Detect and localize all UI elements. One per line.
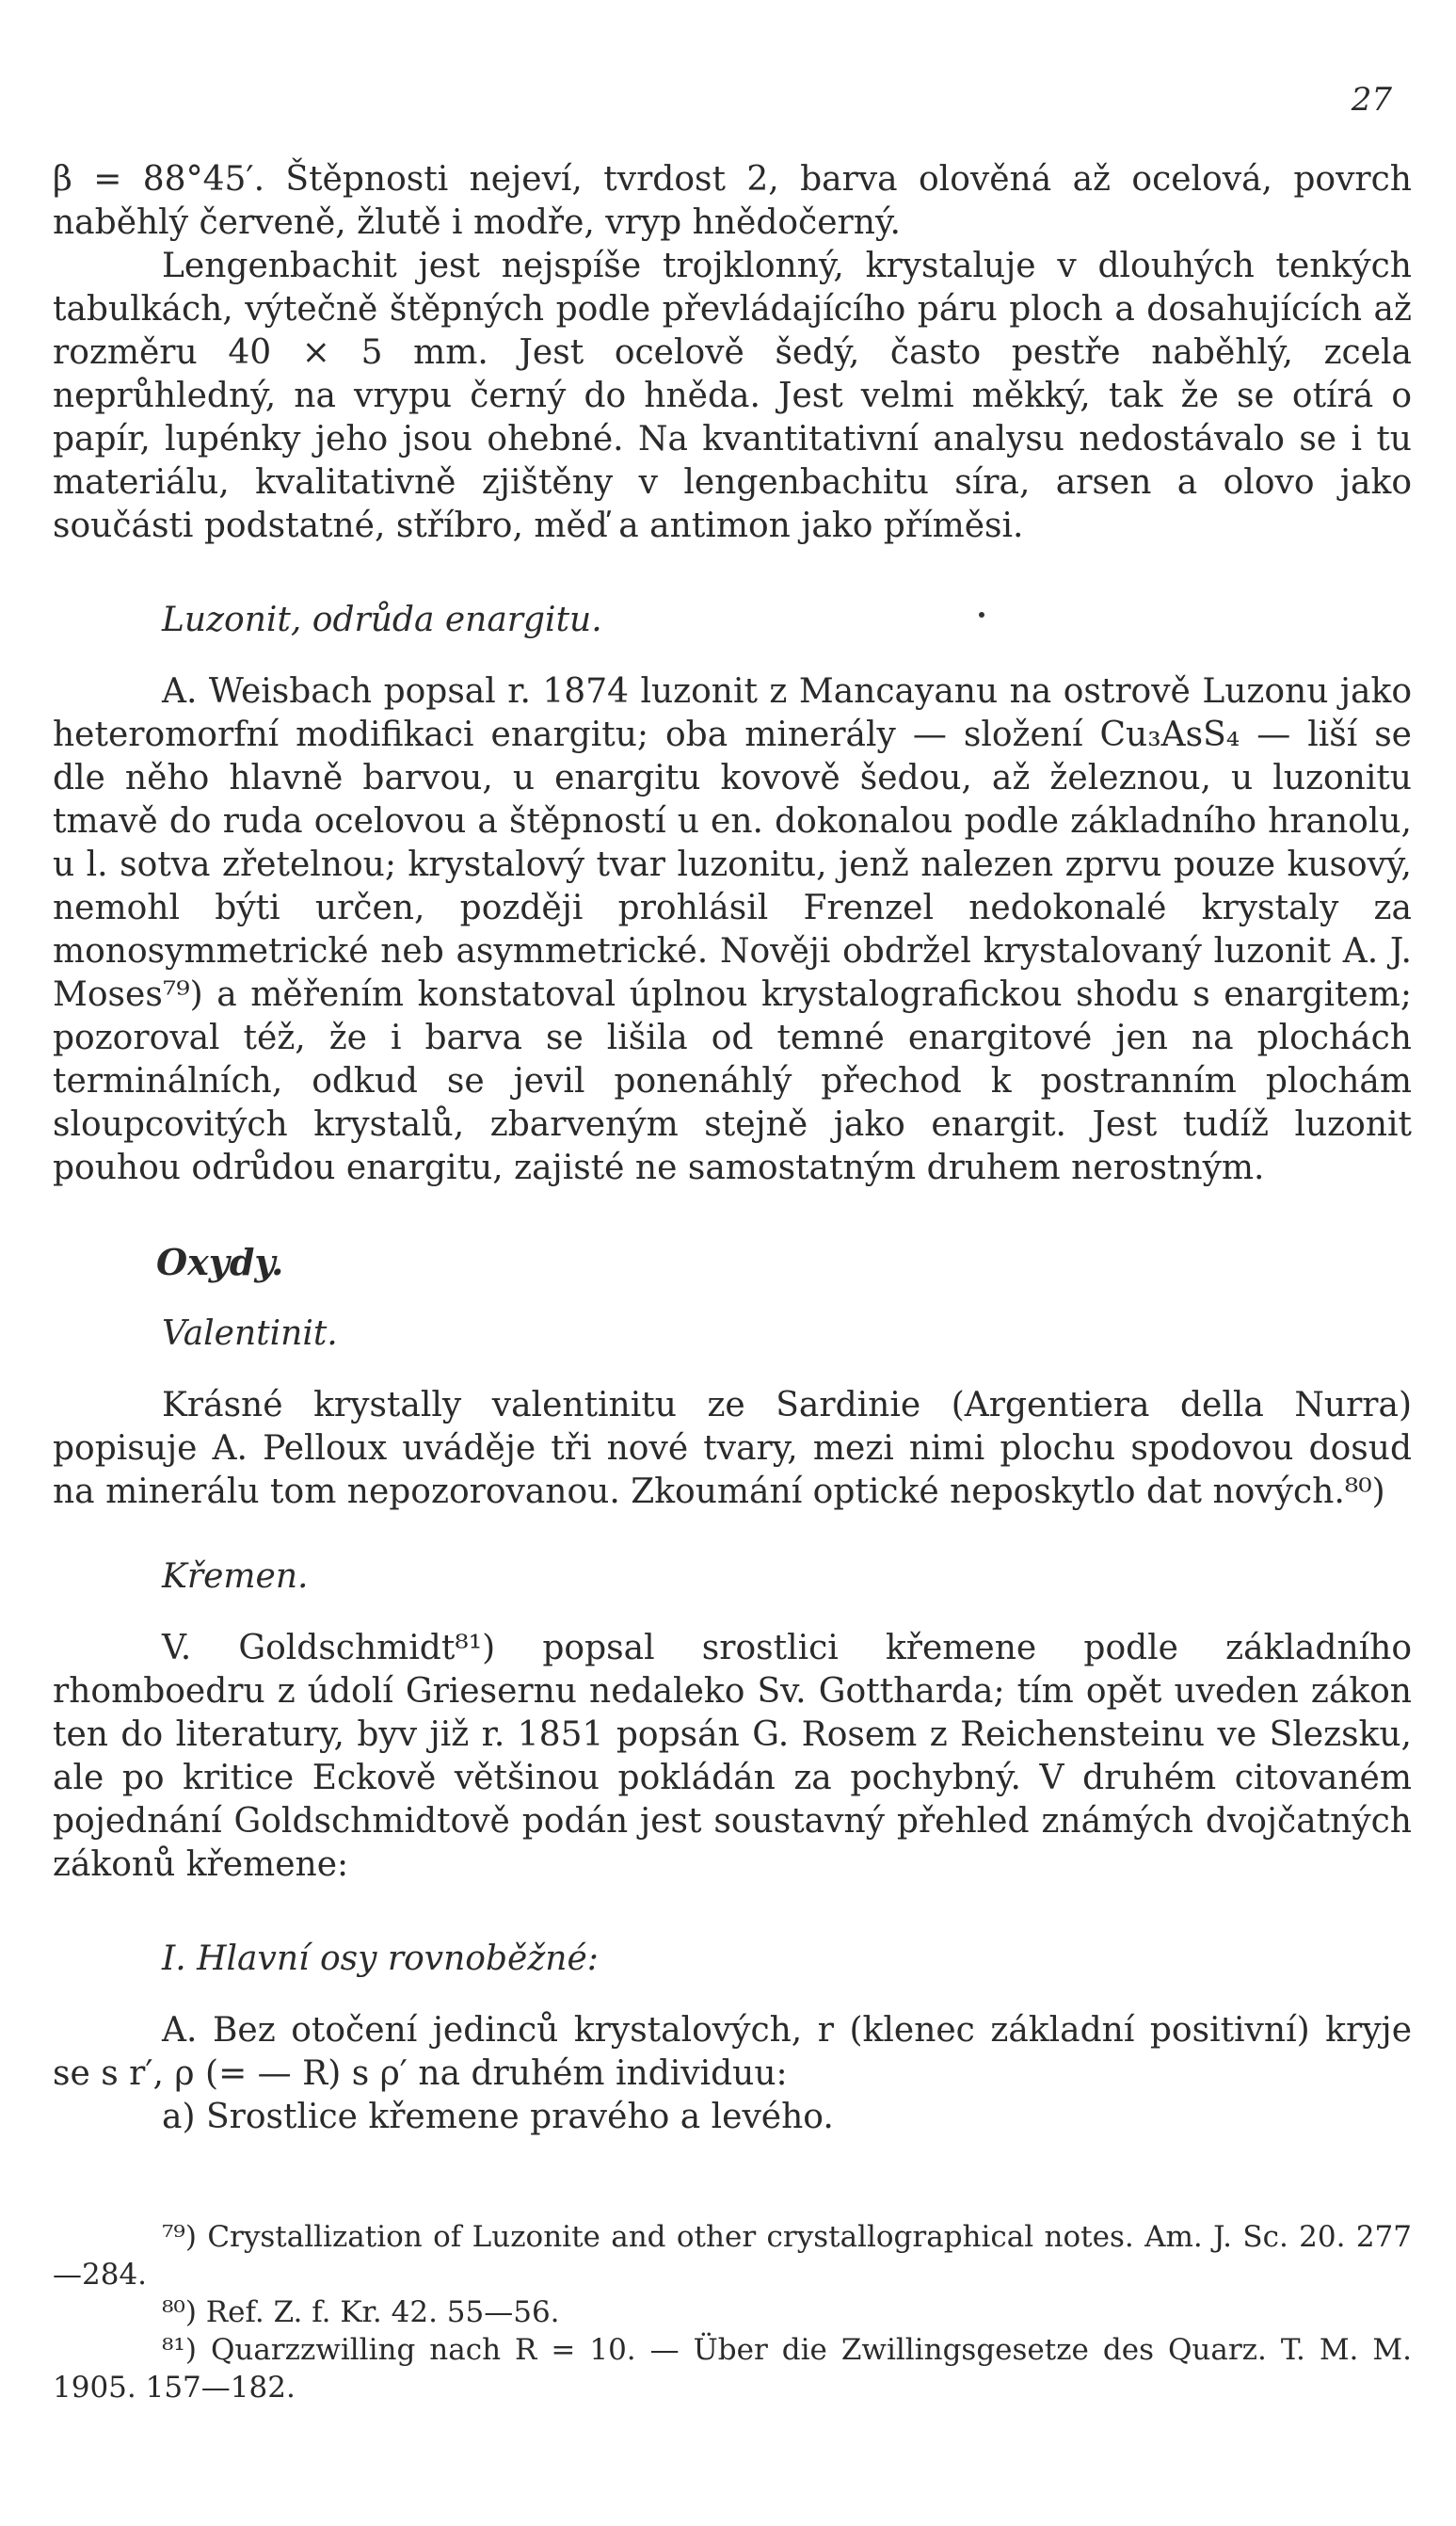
paragraph-bez-otoceni: A. Bez otočení jedinců krystalových, r (klenec základní positivní) kryje se s r′, ρ (= — R) s ρ′ na druhém individuu: [53,2011,1412,2093]
heading-oxydy: Oxydy. [156,1241,284,1283]
heading-kremen: Křemen. [162,1557,309,1596]
paragraph-srostlice: a) Srostlice křemene pravého a levého. [162,2098,834,2136]
footnote-79: ⁷⁹) Crystallization of Luzonite and other crystallographical notes. Am. J. Sc. 20. 277—284. [53,2220,1412,2292]
heading-hlavni-osy: I. Hlavní osy rovnoběžné: [162,1939,599,1978]
footnotes [53,2218,1412,2406]
paragraph-luzonit: A. Weisbach popsal r. 1874 luzonit z Mancayanu na ostrově Luzonu jako heteromorfní modifikaci enargitu; oba minerály — složení Cu₃AsS₄ — liší se dle něho hlavně barvou, u enargitu kovově šedou, až železnou, u luzonitu tmavě do ruda ocelovou a štěpností u en. dokonalou podle základního hranolu, u l. sotva zřetelnou; krystalový tvar luzonitu, jenž nalezen zprvu pouze kusový, nemohl býti určen, později prohlásil Frenzel nedokonalé krystaly za monosymmetrické neb asymmetrické. Nověji obdržel krystalovaný luzonit A. J. Moses⁷⁹) a měřením konstatoval úplnou krystalografickou shodu s enargitem; pozoroval též, že i barva se lišila od temné enargitové jen na plochách terminálních, odkud se jevil ponenáhlý přechod k postranním plochám sloupcovitých krystalů, zbarveným stejně jako enargit. Jest tudíž luzonit pouhou odrůdou enargitu, zajisté ne samostatným druhem nerostným. [53,672,1412,1187]
footnote-80: ⁸⁰) Ref. Z. f. Kr. 42. 55—56. [162,2295,560,2329]
paragraph-kremen: V. Goldschmidt⁸¹) popsal srostlici křemene podle základního rhomboedru z údolí Griesernu nedaleko Sv. Gottharda; tím opět uveden zákon ten do literatury, byv již r. 1851 popsán G. Rosem z Reichensteinu ve Slezsku, ale po kritice Eckově většinou pokládán za pochybný. V druhém citovaném pojednání Goldschmidtově podán jest soustavný přehled známých dvojčatných zákonů křemene: [53,1629,1412,1884]
paragraph-lengenbachit: Lengenbachit jest nejspíše trojklonný, krystaluje v dlouhých tenkých tabulkách, výtečně štěpných podle převládajícího páru ploch a dosahujících až rozměru 40 × 5 mm. Jest ocelově šedý, často pestře naběhlý, zcela neprůhledný, na vrypu černý do hněda. Jest velmi měkký, tak že se otírá o papír, lupénky jeho jsou ohebné. Na kvantitativní analysu nedostávalo se i tu materiálu, kvalitativně zjištěny v lengenbachitu síra, arsen a olovo jako součásti podstatné, stříbro, měď a antimon jako příměsi. [53,247,1412,545]
paragraph-valentinit: Krásné krystally valentinitu ze Sardinie (Argentiera della Nurra) popisuje A. Pelloux uváděje tři nové tvary, mezi nimi plochu spodovou dosud na minerálu tom nepozorovanou. Zkoumání optické neposkytlo dat nových.⁸⁰) [53,1386,1412,1511]
main-text-column [53,158,1412,2139]
page-number: 27 [1351,81,1392,119]
heading-valentinit: Valentinit. [162,1314,338,1353]
print-speck [979,612,984,618]
paragraph-beta: β = 88°45′. Štěpnosti nejeví, tvrdost 2, barva olověná až ocelová, povrch naběhlý červeně, žlutě i modře, vryp hnědočerný. [53,160,1412,242]
heading-luzonit: Luzonit, odrůda enargitu. [162,601,602,639]
footnote-81: ⁸¹) Quarzzwilling nach R = 10. — Über die Zwillingsgesetze des Quarz. T. M. M. 1905. 157—182. [53,2333,1412,2405]
